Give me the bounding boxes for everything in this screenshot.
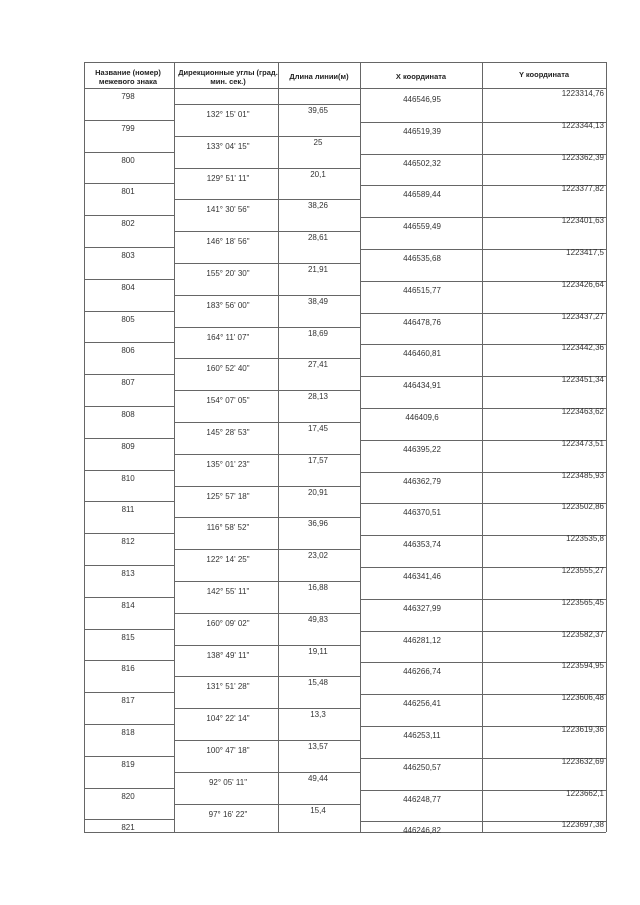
table-rule bbox=[84, 629, 174, 630]
boundary-mark-name: 812 bbox=[121, 537, 135, 547]
boundary-mark-name: 808 bbox=[121, 410, 135, 419]
x-coordinate: 446246,82 bbox=[403, 826, 441, 836]
direction-angle: 122° 14' 25" bbox=[206, 555, 250, 565]
x-coordinate: 446519,39 bbox=[403, 126, 441, 136]
line-length: 28,61 bbox=[307, 233, 329, 243]
line-length: 15,4 bbox=[310, 805, 326, 815]
boundary-mark-name: 804 bbox=[121, 282, 135, 292]
boundary-mark-name: 816 bbox=[121, 664, 135, 674]
table-rule bbox=[174, 772, 360, 773]
line-length: 39,65 bbox=[307, 105, 329, 115]
header-y: Y координата bbox=[518, 70, 570, 79]
x-coordinate: 446434,91 bbox=[403, 381, 441, 391]
y-coordinate: 1223535,8 bbox=[566, 534, 604, 544]
line-length: 18,69 bbox=[307, 328, 329, 338]
x-coordinate: 446395,22 bbox=[403, 444, 441, 454]
table-rule bbox=[84, 247, 174, 248]
table-rule bbox=[84, 62, 85, 832]
y-coordinate: 1223485,93 bbox=[561, 470, 604, 480]
line-length: 38,26 bbox=[307, 201, 329, 211]
x-coordinate: 446281,12 bbox=[403, 635, 441, 645]
table-rule bbox=[84, 406, 174, 407]
boundary-mark-name: 805 bbox=[121, 314, 135, 324]
line-length: 49,83 bbox=[307, 614, 329, 624]
y-coordinate: 1223362,39 bbox=[561, 152, 604, 162]
table-rule bbox=[174, 517, 360, 518]
boundary-mark-name: 818 bbox=[121, 728, 135, 737]
table-rule bbox=[174, 645, 360, 646]
line-length: 13,3 bbox=[310, 710, 326, 720]
table-rule bbox=[174, 231, 360, 232]
table-rule bbox=[84, 692, 174, 693]
table-rule bbox=[84, 438, 174, 439]
direction-angle: 132° 15' 01" bbox=[206, 109, 250, 119]
line-length: 19,11 bbox=[308, 646, 328, 656]
table-rule bbox=[174, 708, 360, 709]
x-coordinate: 446478,76 bbox=[403, 317, 441, 327]
table-rule bbox=[84, 597, 174, 598]
x-coordinate: 446353,74 bbox=[403, 540, 441, 550]
y-coordinate: 1223437,27 bbox=[561, 311, 604, 321]
direction-angle: 141° 30' 56" bbox=[206, 205, 250, 215]
table-rule bbox=[84, 724, 174, 725]
direction-angle: 145° 28' 53" bbox=[206, 427, 250, 437]
table-rule bbox=[174, 740, 360, 741]
x-coordinate: 446327,99 bbox=[403, 603, 441, 613]
header-mark: Название (номер) межевого знака bbox=[95, 68, 161, 86]
line-length: 49,44 bbox=[307, 773, 329, 783]
boundary-mark-name: 800 bbox=[121, 155, 135, 165]
x-coordinate: 446515,77 bbox=[403, 285, 441, 295]
y-coordinate: 1223473,51 bbox=[561, 438, 604, 448]
table-rule bbox=[84, 470, 174, 471]
y-coordinate: 1223632,69 bbox=[561, 756, 604, 766]
direction-angle: 97° 16' 22" bbox=[208, 809, 248, 819]
boundary-mark-name: 810 bbox=[121, 473, 135, 483]
direction-angle: 135° 01' 23" bbox=[206, 459, 250, 469]
table-rule bbox=[174, 486, 360, 487]
table-rule bbox=[606, 62, 607, 832]
direction-angle: 138° 49' 11" bbox=[206, 650, 250, 660]
table-rule bbox=[174, 199, 360, 200]
y-coordinate: 1223344,13 bbox=[561, 120, 604, 130]
table-rule bbox=[174, 676, 360, 677]
y-coordinate: 1223463,62 bbox=[561, 407, 604, 416]
line-length: 23,02 bbox=[307, 551, 329, 561]
table-rule bbox=[174, 136, 360, 137]
table-rule bbox=[482, 62, 483, 832]
x-coordinate: 446248,77 bbox=[403, 794, 441, 804]
boundary-mark-name: 798 bbox=[121, 92, 135, 101]
y-coordinate: 1223417,5 bbox=[566, 248, 604, 257]
x-coordinate: 446589,44 bbox=[403, 190, 441, 200]
y-coordinate: 1223451,34 bbox=[561, 375, 604, 385]
table-rule bbox=[174, 422, 360, 423]
line-length: 36,96 bbox=[307, 519, 329, 529]
header-length: Длина линии(м) bbox=[289, 72, 349, 81]
table-rule bbox=[174, 804, 360, 805]
y-coordinate: 1223426,64 bbox=[561, 279, 604, 289]
x-coordinate: 446502,32 bbox=[403, 158, 441, 168]
boundary-mark-name: 821 bbox=[121, 823, 135, 833]
line-length: 38,49 bbox=[307, 296, 329, 306]
direction-angle: 133° 04' 15" bbox=[206, 141, 250, 151]
table-rule bbox=[84, 788, 174, 789]
table-rule bbox=[84, 152, 174, 153]
direction-angle: 116° 58' 52" bbox=[206, 523, 250, 533]
y-coordinate: 1223442,36 bbox=[561, 343, 604, 353]
y-coordinate: 1223606,48 bbox=[561, 693, 604, 703]
boundary-mark-name: 806 bbox=[121, 346, 135, 356]
table-rule bbox=[84, 533, 174, 534]
x-coordinate: 446256,41 bbox=[403, 699, 441, 709]
table-rule bbox=[174, 390, 360, 391]
boundary-mark-name: 817 bbox=[121, 696, 135, 706]
table-rule bbox=[174, 549, 360, 550]
table-rule bbox=[84, 279, 174, 280]
table-rule bbox=[84, 374, 174, 375]
direction-angle: 160° 52' 40" bbox=[206, 364, 250, 374]
line-length: 20,91 bbox=[307, 487, 329, 497]
y-coordinate: 1223565,45 bbox=[561, 597, 604, 607]
direction-angle: 131° 51' 28" bbox=[206, 682, 250, 692]
boundary-mark-name: 802 bbox=[121, 219, 135, 229]
y-coordinate: 1223594,95 bbox=[561, 661, 604, 671]
boundary-mark-name: 813 bbox=[121, 569, 135, 578]
direction-angle: 183° 56' 00" bbox=[206, 300, 250, 310]
y-coordinate: 1223697,38 bbox=[561, 820, 604, 830]
header-x: X координата bbox=[395, 72, 447, 81]
table-rule bbox=[174, 62, 175, 832]
table-rule bbox=[174, 581, 360, 582]
x-coordinate: 446370,51 bbox=[403, 508, 441, 518]
table-rule bbox=[84, 120, 174, 121]
table-rule bbox=[360, 62, 361, 832]
line-length: 20,1 bbox=[310, 169, 326, 179]
direction-angle: 92° 05' 11" bbox=[208, 777, 248, 787]
line-length: 13,57 bbox=[307, 741, 329, 751]
x-coordinate: 446253,11 bbox=[403, 731, 441, 740]
line-length: 28,13 bbox=[307, 392, 329, 402]
line-length: 25 bbox=[313, 137, 323, 147]
direction-angle: 125° 57' 18" bbox=[206, 491, 250, 501]
x-coordinate: 446535,68 bbox=[403, 254, 441, 263]
boundary-mark-name: 814 bbox=[121, 600, 135, 610]
boundary-mark-name: 820 bbox=[121, 791, 135, 801]
y-coordinate: 1223502,86 bbox=[561, 502, 604, 512]
boundary-mark-name: 819 bbox=[121, 759, 135, 769]
x-coordinate: 446546,95 bbox=[403, 95, 441, 104]
boundary-mark-name: 815 bbox=[121, 632, 135, 642]
header-angle: Дирекционные углы (град. мин. сек.) bbox=[178, 68, 278, 86]
table-rule bbox=[174, 327, 360, 328]
boundary-mark-name: 803 bbox=[121, 251, 135, 260]
table-rule bbox=[174, 168, 360, 169]
table-rule bbox=[174, 358, 360, 359]
table-rule bbox=[84, 565, 174, 566]
line-length: 17,57 bbox=[307, 455, 329, 465]
y-coordinate: 1223555,27 bbox=[561, 566, 604, 575]
table-rule bbox=[84, 215, 174, 216]
line-length: 27,41 bbox=[307, 360, 329, 370]
direction-angle: 142° 55' 11" bbox=[206, 586, 250, 596]
table-rule bbox=[84, 660, 174, 661]
y-coordinate: 1223582,37 bbox=[561, 629, 604, 639]
x-coordinate: 446250,57 bbox=[403, 762, 441, 772]
table-rule bbox=[174, 104, 360, 105]
direction-angle: 155° 20' 30" bbox=[206, 268, 250, 278]
line-length: 15,48 bbox=[307, 678, 329, 688]
boundary-mark-name: 799 bbox=[121, 123, 135, 133]
direction-angle: 154° 07' 05" bbox=[206, 396, 250, 406]
x-coordinate: 446409,6 bbox=[405, 413, 439, 422]
table-rule bbox=[84, 183, 174, 184]
boundary-mark-name: 809 bbox=[121, 441, 135, 451]
table-rule bbox=[84, 62, 606, 63]
x-coordinate: 446362,79 bbox=[403, 476, 441, 486]
boundary-mark-name: 811 bbox=[121, 505, 135, 515]
y-coordinate: 1223401,63 bbox=[561, 216, 604, 226]
table-rule bbox=[84, 501, 174, 502]
line-length: 16,88 bbox=[307, 582, 329, 592]
table-rule bbox=[84, 819, 174, 820]
x-coordinate: 446266,74 bbox=[403, 667, 441, 677]
y-coordinate: 1223314,76 bbox=[561, 89, 604, 98]
direction-angle: 104° 22' 14" bbox=[206, 714, 250, 724]
boundary-mark-name: 801 bbox=[121, 187, 135, 197]
x-coordinate: 446559,49 bbox=[403, 222, 441, 232]
y-coordinate: 1223377,82 bbox=[561, 184, 604, 194]
x-coordinate: 446460,81 bbox=[403, 349, 441, 359]
table-rule bbox=[174, 295, 360, 296]
table-rule bbox=[174, 454, 360, 455]
table-rule bbox=[174, 263, 360, 264]
table-rule bbox=[278, 62, 279, 832]
table-rule bbox=[174, 613, 360, 614]
y-coordinate: 1223619,36 bbox=[561, 725, 604, 734]
direction-angle: 146° 18' 56" bbox=[206, 237, 250, 247]
table-rule bbox=[84, 342, 174, 343]
table-rule bbox=[84, 311, 174, 312]
line-length: 21,91 bbox=[307, 264, 329, 274]
direction-angle: 160° 09' 02" bbox=[206, 618, 250, 628]
y-coordinate: 1223662,1 bbox=[566, 788, 604, 798]
x-coordinate: 446341,46 bbox=[403, 572, 441, 581]
direction-angle: 164° 11' 07" bbox=[206, 332, 250, 342]
table-rule bbox=[84, 756, 174, 757]
direction-angle: 129° 51' 11" bbox=[206, 173, 250, 183]
line-length: 17,45 bbox=[307, 423, 329, 433]
boundary-mark-name: 807 bbox=[121, 378, 135, 388]
direction-angle: 100° 47' 18" bbox=[206, 745, 250, 755]
